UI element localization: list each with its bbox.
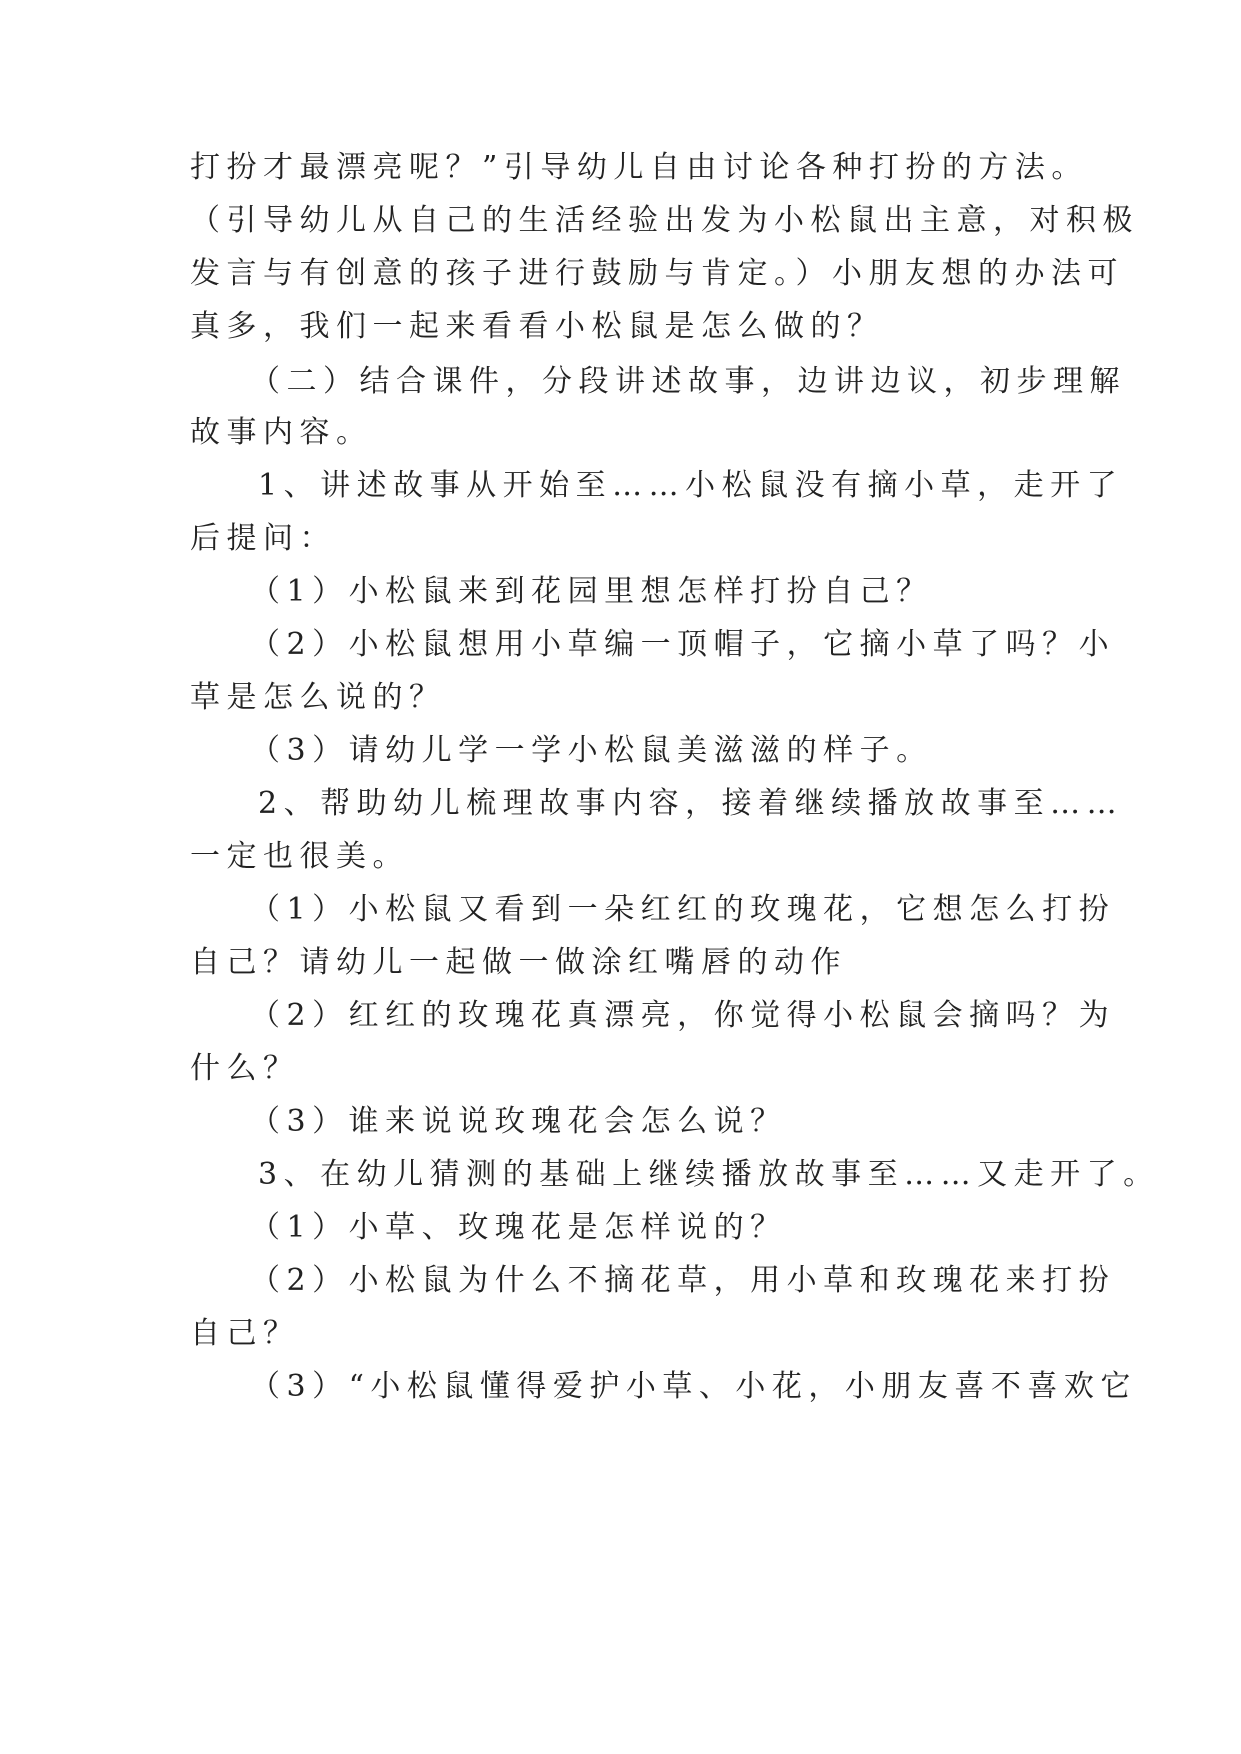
text-line: （1）小草、玫瑰花是怎样说的？ bbox=[250, 1210, 787, 1245]
text-line: （引导幼儿从自己的生活经验出发为小松鼠出主意，对积极 bbox=[190, 203, 1139, 238]
text-line: 后提问： bbox=[190, 521, 336, 556]
text-line: （二）结合课件，分段讲述故事，边讲边议，初步理解 bbox=[250, 364, 1126, 399]
text-line: （2）红红的玫瑰花真漂亮，你觉得小松鼠会摘吗？为 bbox=[250, 998, 1116, 1033]
text-line: 什么？ bbox=[190, 1051, 300, 1086]
text-line: （2）小松鼠为什么不摘花草，用小草和玫瑰花来打扮 bbox=[250, 1263, 1116, 1298]
text-line: 草是怎么说的？ bbox=[190, 680, 446, 715]
text-line: 1、讲述故事从开始至……小松鼠没有摘小草，走开了 bbox=[258, 468, 1124, 503]
text-line: 发言与有创意的孩子进行鼓励与肯定。）小朋友想的办法可 bbox=[190, 256, 1124, 291]
text-line: （3）“小松鼠懂得爱护小草、小花，小朋友喜不喜欢它 bbox=[250, 1369, 1137, 1404]
text-line: （1）小松鼠来到花园里想怎样打扮自己？ bbox=[250, 574, 933, 609]
text-line: 打扮才最漂亮呢？”引导幼儿自由讨论各种打扮的方法。 bbox=[190, 150, 1088, 185]
text-line: （1）小松鼠又看到一朵红红的玫瑰花，它想怎么打扮 bbox=[250, 892, 1116, 927]
text-line: 3、在幼儿猜测的基础上继续播放故事至……又走开了。 bbox=[258, 1157, 1160, 1192]
text-line: 2、帮助幼儿梳理故事内容，接着继续播放故事至…… bbox=[258, 786, 1124, 821]
text-line: 一定也很美。 bbox=[190, 839, 409, 874]
text-line: （2）小松鼠想用小草编一顶帽子，它摘小草了吗？小 bbox=[250, 627, 1116, 662]
text-line: 自己？请幼儿一起做一做涂红嘴唇的动作 bbox=[190, 945, 847, 980]
text-line: 故事内容。 bbox=[190, 415, 373, 450]
text-line: 自己？ bbox=[190, 1316, 300, 1351]
text-line: （3）请幼儿学一学小松鼠美滋滋的样子。 bbox=[250, 733, 933, 768]
text-line: 真多，我们一起来看看小松鼠是怎么做的？ bbox=[190, 309, 884, 344]
text-line: （3）谁来说说玫瑰花会怎么说？ bbox=[250, 1104, 787, 1139]
